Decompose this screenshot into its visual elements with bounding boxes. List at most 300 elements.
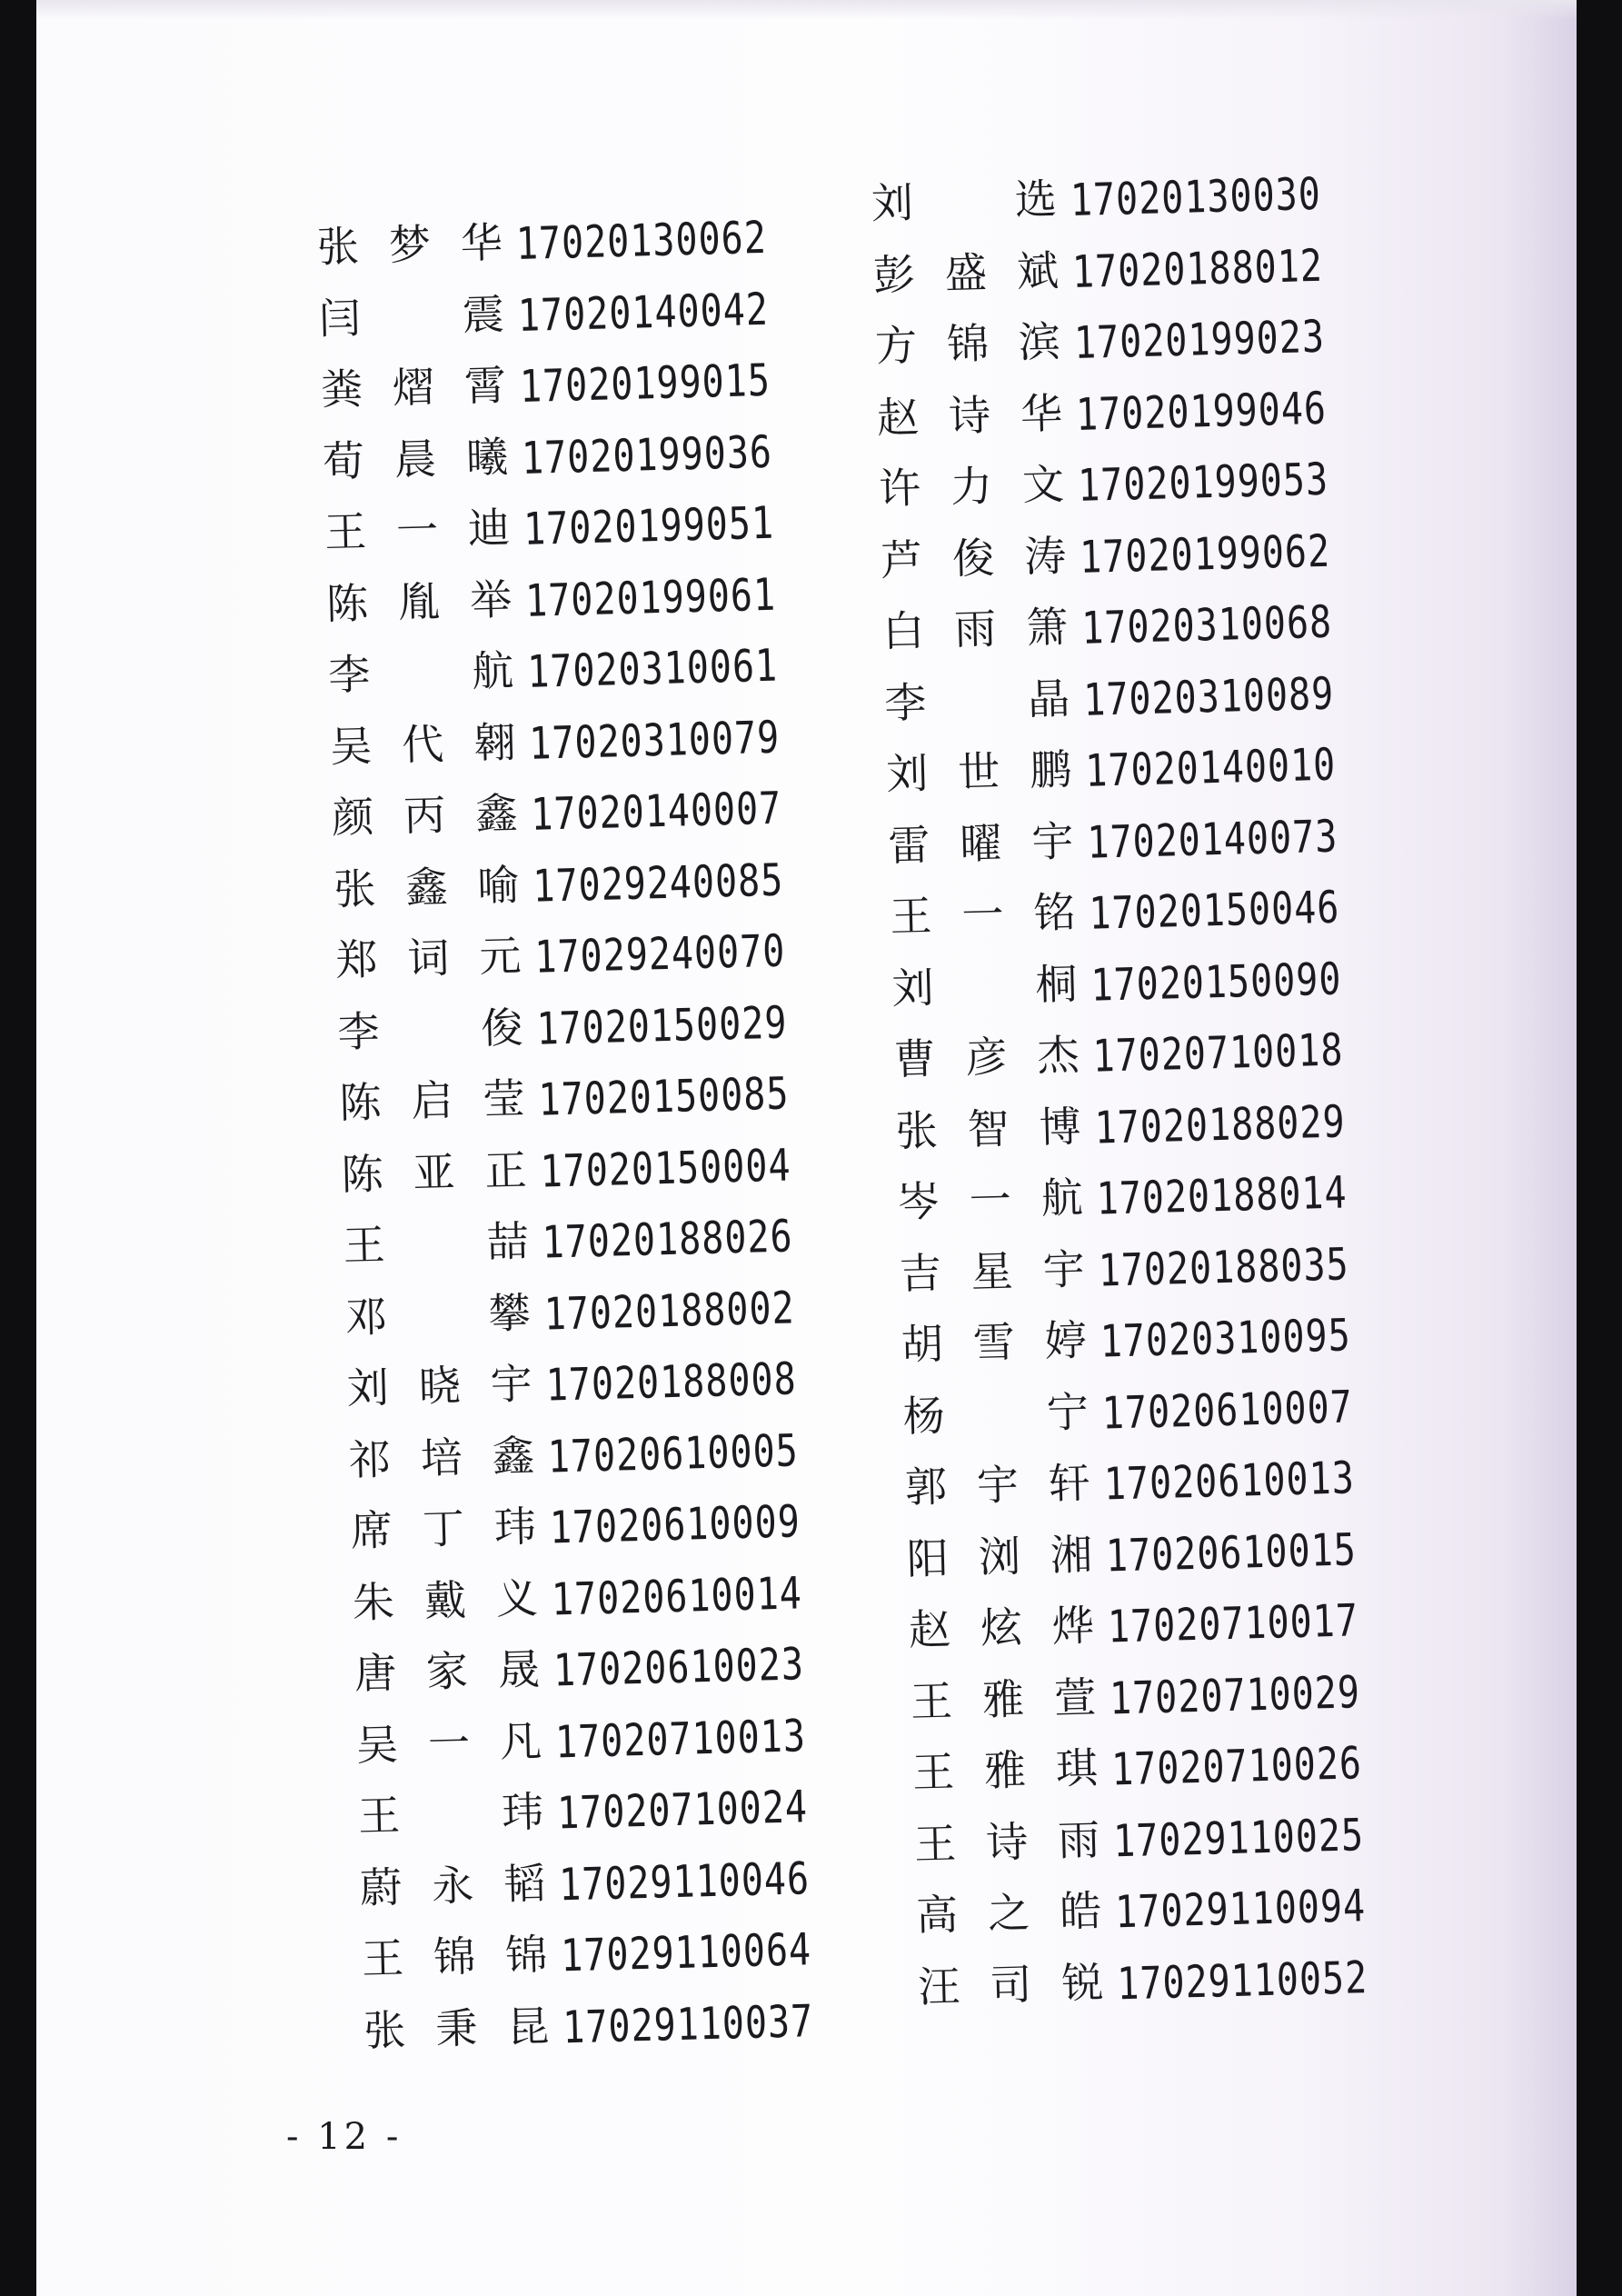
name-character: 雪 — [972, 1317, 1016, 1368]
name-character: 凡 — [499, 1715, 542, 1766]
name-character: 宇 — [976, 1460, 1020, 1511]
student-id: 17020130062 — [515, 212, 768, 271]
name-character: 晨 — [393, 434, 437, 484]
name-character: 永 — [431, 1860, 474, 1911]
student-id: 17020188029 — [1093, 1096, 1347, 1154]
name-character: 雅 — [983, 1745, 1027, 1796]
student-name — [889, 951, 1081, 1015]
name-entry — [354, 1772, 809, 1855]
name-entry — [891, 1015, 1345, 1099]
student-id: 17020199051 — [522, 497, 775, 556]
name-character: 颜 — [331, 792, 375, 843]
name-character: 王 — [910, 1675, 953, 1726]
name-character — [406, 996, 455, 1057]
name-character: 锐 — [1060, 1957, 1104, 2008]
name-character: 朱 — [352, 1576, 395, 1627]
student-id: 17020610015 — [1105, 1523, 1358, 1582]
student-id: 17020310095 — [1100, 1310, 1352, 1368]
student-name — [870, 237, 1062, 302]
name-character: 陈 — [340, 1148, 384, 1200]
name-entry — [907, 1657, 1361, 1741]
name-character: 湘 — [1050, 1529, 1093, 1580]
student-name — [871, 308, 1064, 373]
name-entry — [879, 587, 1333, 671]
name-character: 杨 — [902, 1390, 946, 1441]
student-name — [905, 1592, 1098, 1657]
name-character: 白 — [881, 605, 925, 656]
name-entry — [875, 444, 1329, 528]
student-name — [317, 352, 510, 416]
name-character: 胡 — [901, 1319, 944, 1370]
student-id: 17020610007 — [1101, 1381, 1354, 1440]
student-id: 17020710017 — [1107, 1595, 1359, 1653]
name-entry — [901, 1442, 1356, 1526]
name-character: 荀 — [322, 435, 365, 486]
name-character: 举 — [469, 574, 512, 625]
name-entry — [889, 943, 1343, 1027]
student-id: 17020199023 — [1073, 311, 1326, 370]
name-character: 滨 — [1018, 316, 1061, 367]
name-character: 胤 — [397, 576, 441, 627]
name-character: 彭 — [872, 249, 916, 300]
name-character: 王 — [913, 1818, 957, 1869]
student-name — [333, 923, 525, 987]
student-id: 17020710029 — [1109, 1666, 1361, 1725]
name-character: 吴 — [329, 721, 373, 772]
name-entry — [360, 1986, 814, 2070]
name-character: 方 — [874, 320, 918, 371]
name-character: 雨 — [1057, 1814, 1100, 1865]
page-top-shadow — [36, 0, 1577, 20]
name-entry — [342, 1273, 796, 1356]
student-name — [892, 1093, 1085, 1158]
name-character: 刘 — [871, 177, 914, 228]
student-id: 17020610005 — [547, 1424, 800, 1483]
name-character: 杰 — [1036, 1030, 1080, 1081]
name-character: 铭 — [1032, 887, 1077, 938]
name-character: 涛 — [1023, 530, 1067, 582]
student-id: 17029110037 — [562, 1995, 814, 2054]
student-name — [324, 637, 517, 702]
name-character: 盛 — [944, 247, 988, 298]
name-entry — [873, 373, 1328, 456]
name-character: 张 — [894, 1104, 939, 1156]
student-id: 17020140010 — [1084, 739, 1337, 798]
name-character: 攀 — [488, 1287, 532, 1338]
name-character: 王 — [357, 1791, 401, 1842]
name-character: 曦 — [465, 431, 509, 483]
name-character: 王 — [323, 506, 367, 557]
name-entry — [877, 515, 1331, 599]
name-character: 义 — [495, 1572, 539, 1623]
name-character: 汪 — [917, 1961, 961, 2011]
student-id: 17020710024 — [556, 1782, 809, 1840]
name-character: 箫 — [1025, 602, 1069, 653]
student-id: 17020150029 — [535, 997, 789, 1055]
name-character: 华 — [1020, 387, 1063, 439]
name-list-right-column — [868, 159, 1368, 2025]
name-entry — [315, 274, 770, 357]
student-name — [345, 1423, 538, 1487]
name-entry — [353, 1701, 807, 1784]
student-name — [879, 594, 1071, 658]
student-id: 17020188035 — [1098, 1238, 1350, 1297]
student-id: 17020130030 — [1070, 168, 1322, 227]
name-character: 宇 — [490, 1359, 533, 1410]
name-character: 力 — [950, 461, 993, 512]
student-name — [911, 1806, 1103, 1871]
name-character: 萱 — [1053, 1672, 1097, 1722]
student-name — [903, 1521, 1096, 1585]
name-entry — [323, 559, 777, 643]
name-character: 博 — [1038, 1101, 1082, 1152]
name-character: 高 — [915, 1890, 959, 1941]
name-entry — [334, 987, 789, 1071]
name-character: 丁 — [422, 1503, 465, 1554]
student-id: 17020710018 — [1091, 1024, 1345, 1083]
student-id: 17020150090 — [1090, 953, 1343, 1012]
name-character: 熠 — [392, 362, 435, 413]
name-character: 玮 — [501, 1786, 544, 1838]
page-number: - 12 - — [286, 2116, 403, 2158]
name-entry — [321, 488, 775, 572]
student-id: 17020150004 — [539, 1140, 792, 1198]
student-id: 17020140007 — [530, 783, 782, 842]
name-character: 曹 — [892, 1033, 937, 1084]
name-character: 轩 — [1048, 1458, 1091, 1509]
name-entry — [326, 702, 781, 785]
name-character: 赵 — [876, 392, 920, 443]
name-character: 鑫 — [492, 1430, 535, 1481]
name-character: 启 — [410, 1075, 454, 1126]
name-character — [412, 1210, 461, 1271]
name-character: 陈 — [325, 578, 369, 629]
student-name — [914, 1949, 1107, 2013]
name-list-left-column — [313, 203, 814, 2069]
student-id: 17029110052 — [1116, 1952, 1368, 2011]
name-entry — [345, 1415, 800, 1499]
name-entry — [328, 774, 782, 857]
name-character — [413, 1282, 463, 1343]
name-character: 岑 — [897, 1176, 940, 1227]
student-name — [353, 1707, 545, 1772]
name-character: 晟 — [497, 1644, 541, 1695]
name-character: 航 — [471, 645, 514, 696]
student-name — [898, 1307, 1090, 1372]
name-entry — [870, 230, 1324, 314]
student-name — [343, 1351, 536, 1415]
name-entry — [903, 1514, 1358, 1598]
name-character: 鑫 — [474, 788, 519, 839]
name-character: 文 — [1021, 459, 1065, 510]
name-character: 郭 — [904, 1462, 948, 1512]
name-character: 曜 — [959, 817, 1003, 869]
name-character: 刘 — [891, 962, 935, 1013]
name-character: 家 — [425, 1646, 469, 1697]
student-id: 17020199036 — [521, 426, 773, 484]
name-character: 芦 — [880, 534, 923, 585]
student-id: 17020199062 — [1079, 525, 1331, 584]
name-character: 航 — [1040, 1173, 1084, 1223]
student-id: 17020610023 — [552, 1639, 805, 1697]
name-character — [387, 283, 436, 344]
name-character: 邓 — [344, 1291, 388, 1342]
name-character: 宇 — [1042, 1243, 1086, 1294]
name-character: 一 — [427, 1717, 471, 1768]
name-character: 诗 — [985, 1816, 1029, 1867]
student-id: 17020199061 — [524, 569, 777, 627]
student-name — [336, 1065, 529, 1130]
name-character: 梦 — [388, 219, 432, 270]
student-id: 17020188008 — [545, 1353, 798, 1412]
name-entry — [351, 1629, 805, 1712]
name-character: 锦 — [504, 1929, 548, 1981]
name-entry — [349, 1558, 803, 1642]
student-name — [896, 1236, 1089, 1301]
student-name — [315, 281, 508, 345]
student-id: 17020140073 — [1086, 811, 1338, 869]
name-character: 王 — [361, 1933, 404, 1984]
name-character: 皓 — [1059, 1885, 1102, 1937]
student-id: 17020310068 — [1080, 596, 1333, 655]
name-character: 鑫 — [404, 861, 449, 913]
name-entry — [333, 916, 787, 1000]
name-character: 喻 — [476, 859, 521, 911]
name-entry — [896, 1229, 1350, 1313]
name-character: 雅 — [981, 1673, 1025, 1724]
name-character: 晓 — [418, 1361, 462, 1412]
name-character: 智 — [966, 1103, 1010, 1153]
name-character: 星 — [970, 1245, 1014, 1296]
name-character: 华 — [460, 217, 503, 268]
student-name — [887, 879, 1080, 943]
name-character: 斌 — [1016, 245, 1060, 296]
student-name — [900, 1379, 1092, 1443]
name-character: 张 — [316, 221, 360, 272]
name-character: 张 — [333, 863, 377, 914]
name-entry — [898, 1301, 1352, 1384]
name-entry — [894, 1158, 1348, 1242]
name-character: 李 — [336, 1005, 381, 1057]
name-entry — [884, 801, 1338, 884]
student-name — [894, 1164, 1087, 1229]
student-name — [360, 1992, 552, 2057]
student-name — [901, 1450, 1094, 1514]
student-name — [356, 1850, 549, 1914]
name-entry — [317, 345, 771, 429]
student-id: 17029110094 — [1114, 1881, 1367, 1939]
name-entry — [343, 1344, 798, 1428]
name-entry — [882, 730, 1337, 814]
name-character: 阳 — [906, 1532, 950, 1583]
student-id: 17020710026 — [1110, 1738, 1363, 1796]
student-name — [349, 1564, 542, 1629]
name-character: 一 — [968, 1174, 1012, 1225]
name-character: 戴 — [423, 1574, 467, 1625]
name-character: 王 — [911, 1747, 955, 1798]
student-name — [354, 1779, 547, 1843]
name-character: 玮 — [493, 1502, 537, 1552]
name-character: 吴 — [355, 1719, 399, 1770]
name-character — [426, 1781, 475, 1842]
name-entry — [911, 1800, 1365, 1883]
name-character: 世 — [957, 746, 1001, 797]
student-id: 17029110064 — [560, 1924, 812, 1982]
student-id: 17020199046 — [1075, 383, 1328, 441]
name-character: 翱 — [473, 716, 516, 768]
student-id: 17020150046 — [1088, 882, 1341, 940]
student-id: 17029110025 — [1112, 1809, 1365, 1868]
name-character: 琪 — [1055, 1742, 1099, 1794]
student-name — [873, 380, 1066, 444]
student-id: 17020140042 — [517, 284, 770, 342]
student-id: 17020199053 — [1077, 454, 1329, 513]
student-id: 17020188014 — [1095, 1167, 1348, 1225]
student-name — [347, 1493, 540, 1558]
student-name — [313, 210, 506, 275]
name-character — [971, 1381, 1020, 1442]
name-character: 宇 — [1030, 815, 1075, 867]
name-character: 王 — [889, 891, 933, 942]
name-character: 张 — [363, 2004, 407, 2055]
name-entry — [887, 873, 1341, 956]
name-character: 彦 — [964, 1032, 1009, 1083]
student-id: 17029240070 — [533, 925, 787, 983]
student-name — [909, 1735, 1101, 1800]
student-name — [868, 166, 1060, 231]
name-character: 许 — [878, 463, 921, 514]
name-character: 正 — [483, 1144, 528, 1195]
name-entry — [892, 1086, 1347, 1170]
name-entry — [356, 1843, 811, 1927]
name-character: 闫 — [318, 293, 362, 344]
name-character — [940, 168, 989, 229]
name-character: 赵 — [908, 1604, 951, 1655]
name-character: 司 — [989, 1959, 1032, 2010]
student-name — [328, 780, 521, 844]
name-character: 秉 — [434, 2002, 478, 2053]
student-id: 17029240085 — [532, 854, 784, 913]
name-character: 晶 — [1027, 673, 1070, 724]
name-character: 陈 — [338, 1077, 383, 1128]
name-character: 唐 — [353, 1648, 397, 1699]
name-entry — [909, 1728, 1363, 1812]
name-entry — [905, 1585, 1359, 1669]
name-character: 刘 — [346, 1363, 390, 1413]
name-character: 婷 — [1044, 1315, 1088, 1366]
student-name — [351, 1636, 543, 1701]
name-character: 锦 — [946, 318, 990, 369]
name-character: 炫 — [980, 1602, 1023, 1653]
name-character: 亚 — [412, 1146, 456, 1197]
name-entry — [900, 1372, 1354, 1455]
name-entry — [871, 302, 1326, 385]
student-name — [326, 709, 519, 774]
student-id: 17020188002 — [543, 1282, 796, 1341]
name-character: 诗 — [948, 390, 991, 441]
student-id: 17020710013 — [554, 1710, 807, 1769]
name-character: 霄 — [463, 360, 507, 411]
name-character — [960, 953, 1010, 1013]
name-character: 喆 — [485, 1216, 530, 1267]
name-character: 烨 — [1051, 1601, 1095, 1652]
name-entry — [347, 1486, 801, 1570]
name-character: 一 — [395, 504, 439, 555]
student-name — [338, 1137, 531, 1202]
student-id: 17020188012 — [1071, 240, 1324, 298]
name-character: 雨 — [953, 604, 997, 654]
student-name — [342, 1280, 534, 1344]
name-character: 震 — [462, 289, 505, 340]
name-character: 俊 — [480, 1002, 524, 1053]
name-character — [952, 667, 1001, 728]
name-character: 代 — [401, 718, 444, 770]
name-entry — [319, 416, 773, 500]
name-character: 俊 — [951, 533, 995, 584]
name-entry — [881, 658, 1335, 742]
student-name — [884, 808, 1077, 873]
name-entry — [313, 203, 768, 286]
name-character: 祁 — [348, 1433, 392, 1484]
name-character: 韬 — [503, 1858, 546, 1909]
student-name — [358, 1922, 551, 1986]
name-character: 郑 — [334, 934, 379, 985]
name-character — [396, 639, 445, 700]
student-name — [907, 1663, 1100, 1728]
name-entry — [912, 1871, 1367, 1954]
name-character: 选 — [1014, 174, 1058, 225]
student-id: 17020610014 — [551, 1567, 803, 1626]
student-id: 17029110046 — [558, 1852, 811, 1912]
name-character: 席 — [350, 1505, 393, 1556]
name-entry — [324, 631, 779, 714]
name-character: 刘 — [885, 748, 930, 799]
student-name — [334, 994, 527, 1059]
name-character: 桐 — [1034, 958, 1079, 1009]
student-name — [875, 451, 1068, 515]
name-character: 丙 — [403, 790, 447, 841]
name-character: 锦 — [433, 1932, 476, 1982]
name-entry — [336, 1059, 791, 1143]
student-id: 17020310079 — [528, 712, 781, 770]
name-character: 雷 — [887, 819, 931, 871]
name-character: 浏 — [978, 1531, 1021, 1582]
name-character: 之 — [987, 1888, 1030, 1939]
name-character: 宁 — [1046, 1386, 1090, 1437]
name-character: 元 — [478, 931, 522, 982]
student-name — [882, 736, 1075, 801]
name-character: 培 — [420, 1432, 463, 1482]
student-name — [330, 852, 522, 916]
student-id: 17020310061 — [526, 640, 779, 699]
student-name — [891, 1022, 1083, 1086]
name-entry — [358, 1914, 812, 1998]
student-id: 17020310089 — [1082, 668, 1335, 726]
name-character: 昆 — [506, 2001, 550, 2051]
name-character: 蔚 — [359, 1862, 403, 1912]
student-name — [340, 1208, 532, 1273]
name-character: 李 — [327, 649, 371, 700]
student-id: 17020199015 — [519, 354, 771, 414]
name-character: 粪 — [320, 364, 363, 414]
student-id: 17020150085 — [537, 1068, 791, 1126]
name-character: 迪 — [467, 503, 511, 554]
student-name — [881, 665, 1073, 730]
name-character: 吉 — [899, 1247, 942, 1298]
name-character: 莹 — [482, 1073, 526, 1124]
name-character: 王 — [343, 1220, 386, 1271]
student-name — [319, 424, 512, 488]
